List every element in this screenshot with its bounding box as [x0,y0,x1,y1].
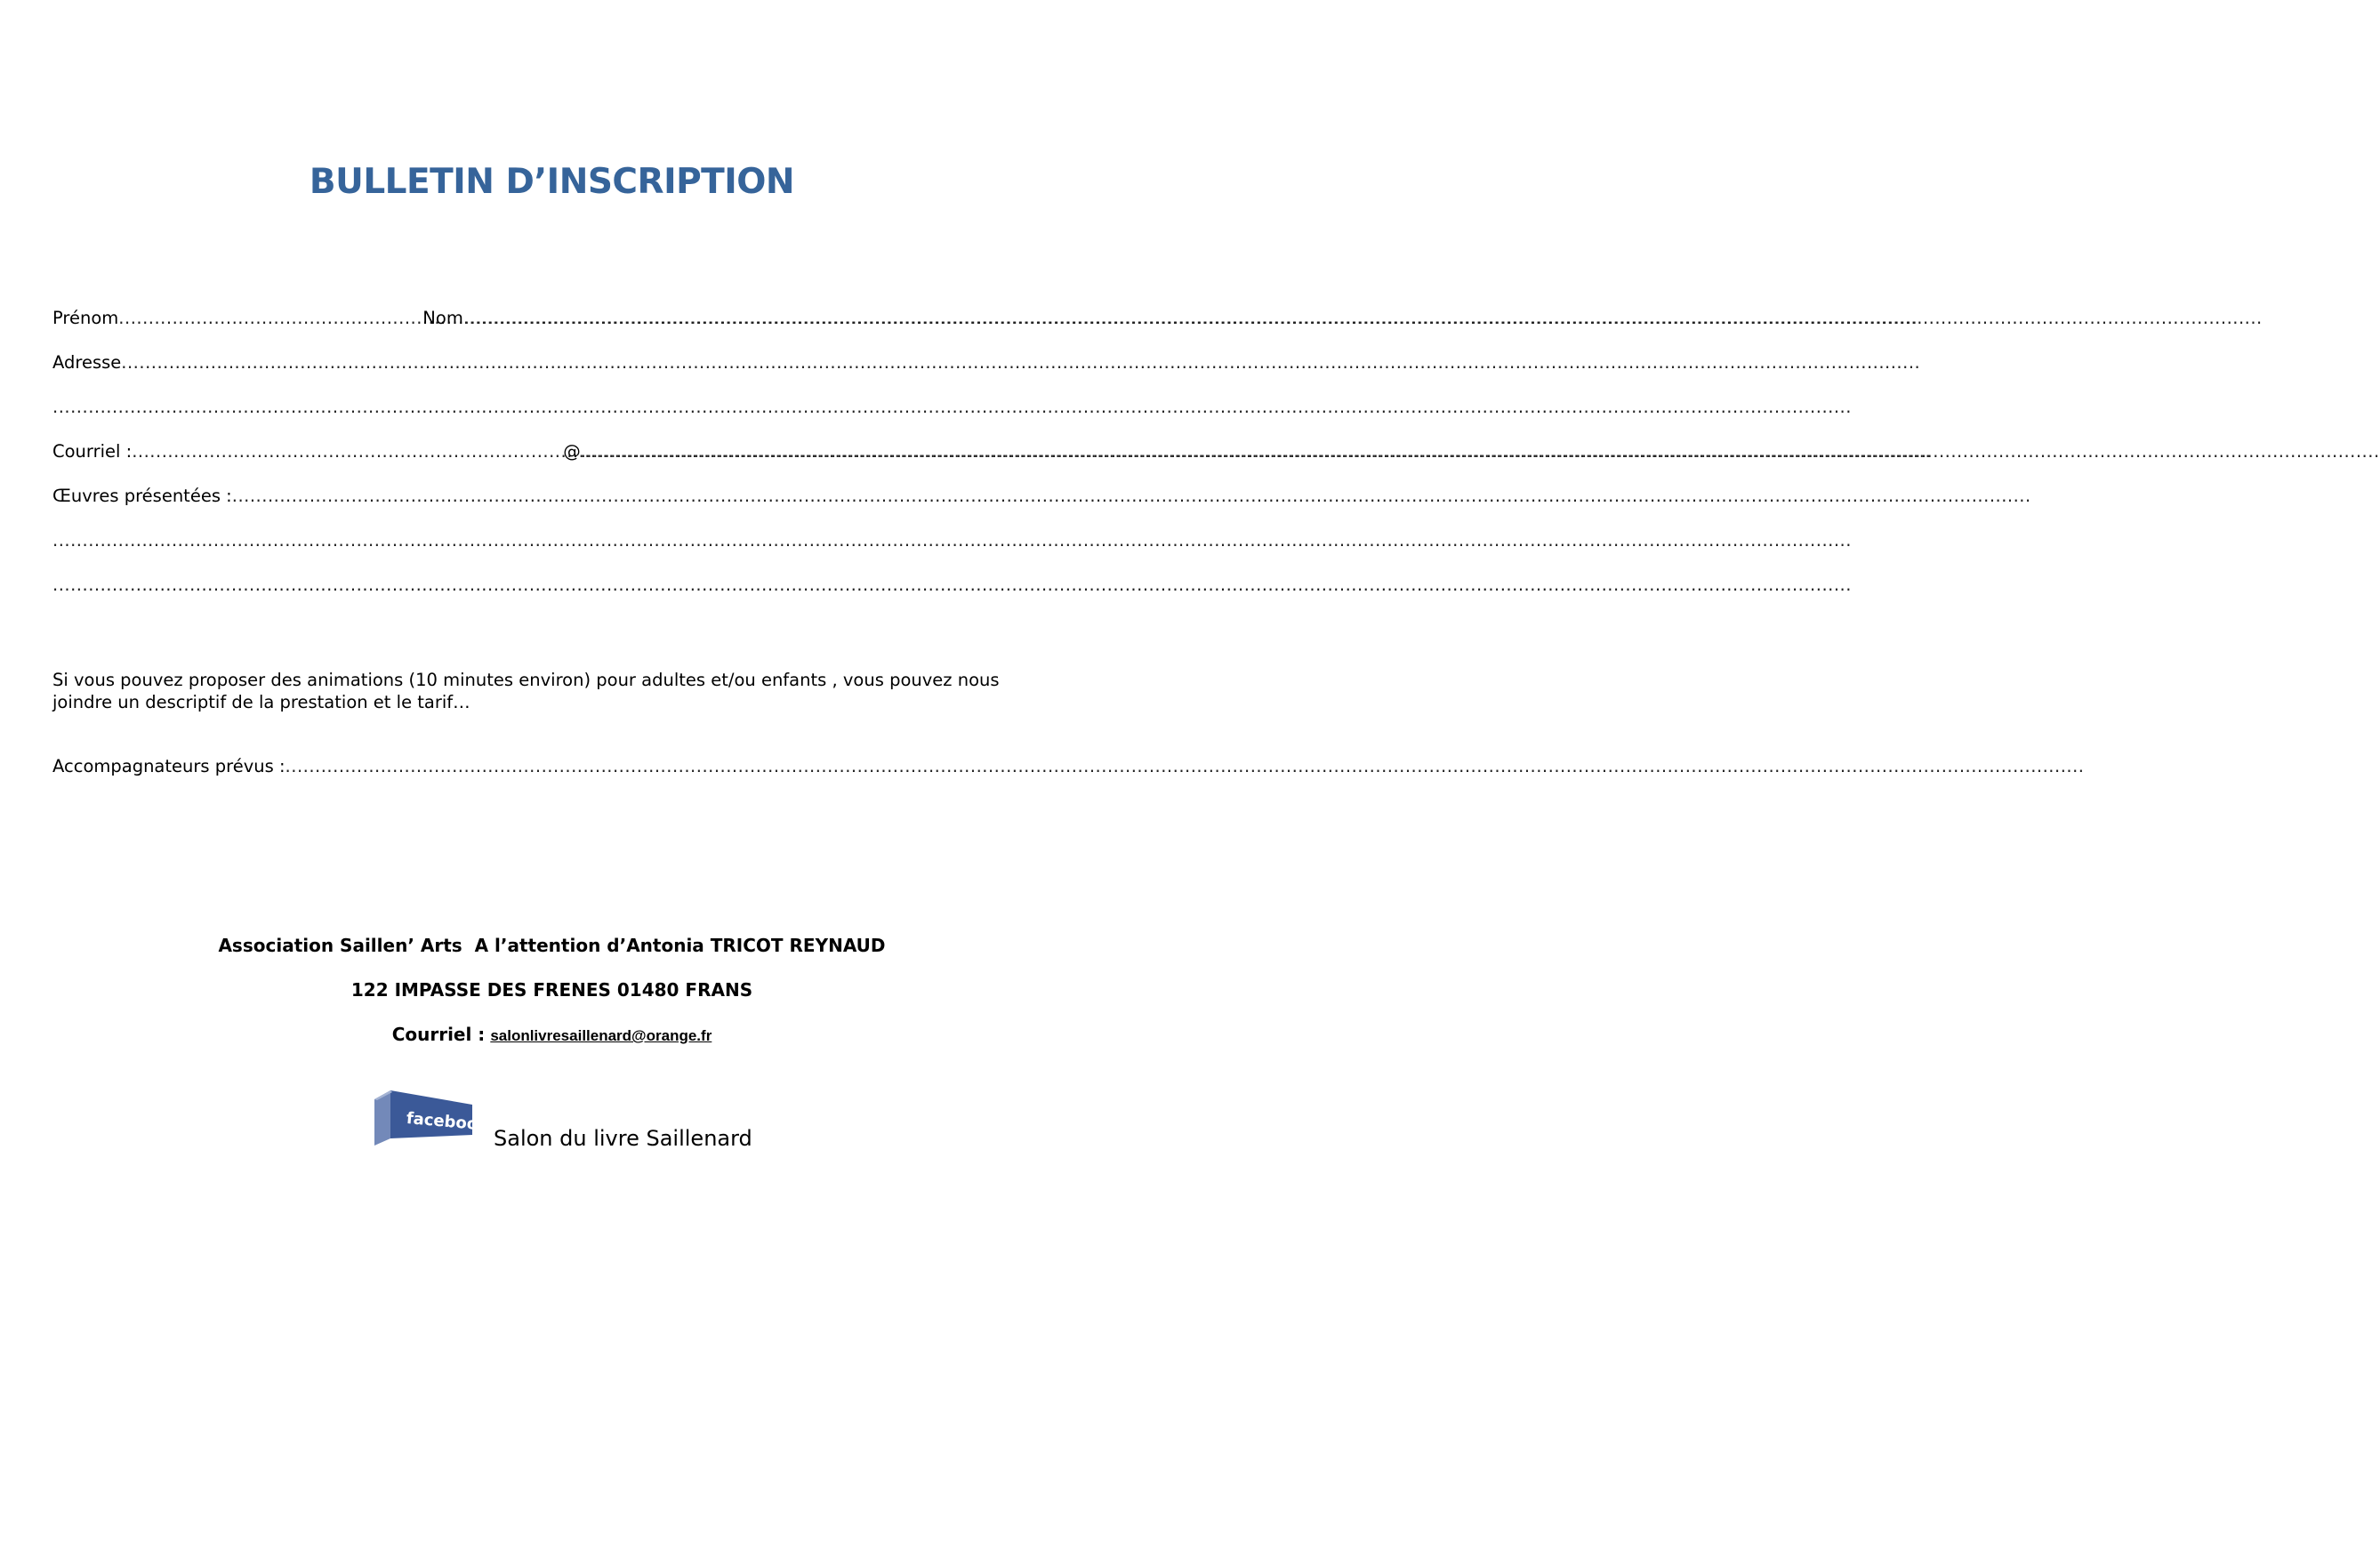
courriel-domain-field[interactable] [581,440,2380,463]
adresse-field-2[interactable] [52,396,1852,419]
adresse-row [52,351,1013,374]
nom-field[interactable] [463,307,2263,330]
oeuvres-row [52,485,1013,508]
courriel-label: Courriel : [52,441,133,462]
adresse-label: Adresse [52,352,122,373]
contact-address: 122 IMPASSE DES FRENES 01480 FRANS [350,979,753,1001]
accompagnateurs-label: Accompagnateurs prévus : [52,756,285,776]
contact-association: Association Saillen’ Arts A l’attention d’Antonia TRICOT REYNAUD [218,935,886,956]
contact-courriel-label: Courriel : [391,1024,486,1045]
adresse-row-2 [52,396,1013,419]
contact-email-row [0,1023,1104,1048]
animations-paragraph: Si vous pouvez proposer des animations (10 minutes environ) pour adultes et/ou enfants , vous pouvez nous joindre un descriptif de la prestation et le tarif… [52,670,1000,712]
name-row [52,307,1013,330]
courriel-row [52,440,1013,463]
prenom-label: Prénom [52,308,119,328]
adresse-field[interactable] [121,351,1920,374]
oeuvres-row-2 [52,529,1013,552]
oeuvres-row-3 [52,574,1013,597]
page-title: BULLETIN D’INSCRIPTION [309,162,795,202]
facebook-logo-text: facebook [406,1108,489,1135]
facebook-page-name[interactable]: Salon du livre Saillenard [494,1126,752,1151]
courriel-user-field[interactable] [132,440,563,463]
contact-email-link[interactable]: salonlivresaillenard@orange.fr [490,1027,712,1044]
oeuvres-field-3[interactable] [52,574,1852,597]
accompagnateurs-row [52,755,1013,778]
oeuvres-field[interactable] [232,485,2031,508]
oeuvres-label: Œuvres présentées : [52,486,232,506]
prenom-field[interactable] [118,307,422,330]
oeuvres-field-2[interactable] [52,529,1852,552]
accompagnateurs-field[interactable] [285,755,2085,778]
nom-label: Nom [422,308,463,328]
at-sign: @ [563,441,581,462]
facebook-logo-icon[interactable] [374,1090,489,1149]
